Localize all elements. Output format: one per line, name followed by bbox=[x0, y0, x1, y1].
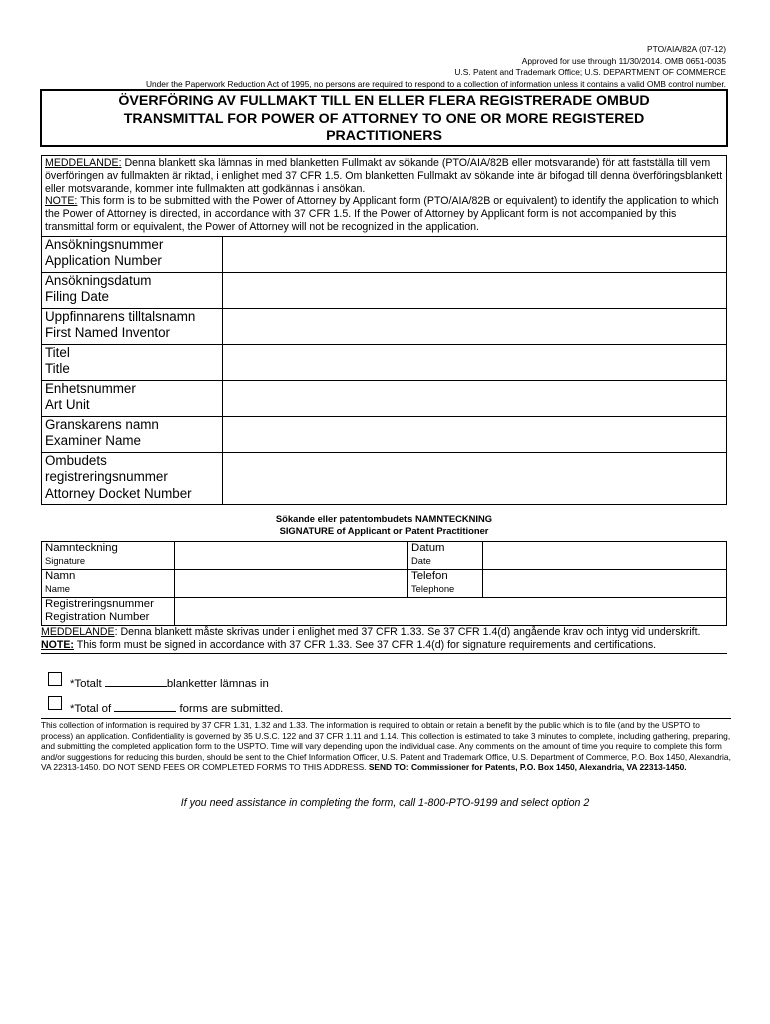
notice-sv-text: Denna blankett ska lämnas in med blanketten Fullmakt av sökande (PTO/AIA/82B eller motsvarande) för att fastställa till vem överföringen av fullmakten är riktad, i enlighet med 37 CFR 1.5. Om blanketten Fullmakt av sökande inte är bifogad till denna överföringsblankett eller motsvarande, kommer inte fullmakten att godkännas i ansökan. bbox=[45, 157, 723, 195]
row-art-unit bbox=[42, 381, 727, 417]
signature-notice bbox=[41, 626, 727, 654]
telephone-field[interactable] bbox=[483, 570, 727, 598]
examiner-name-field[interactable] bbox=[223, 417, 727, 453]
registration-number-field[interactable] bbox=[175, 598, 408, 626]
art-unit-field[interactable] bbox=[223, 381, 727, 417]
label-application-number: Ansökningsnummer Application Number bbox=[42, 237, 223, 273]
label-registration-number: Registreringsnummer Registration Number bbox=[42, 598, 175, 626]
label-date: Datum Date bbox=[408, 542, 483, 570]
notice-en-label: NOTE: bbox=[45, 195, 78, 208]
total-forms-en-checkbox[interactable] bbox=[48, 696, 62, 710]
signature-field[interactable] bbox=[175, 542, 408, 570]
date-field[interactable] bbox=[483, 542, 727, 570]
application-number-field[interactable] bbox=[223, 237, 727, 273]
notice-en-text: This form is to be submitted with the Power of Attorney by Applicant form (PTO/AIA/82B or equivalent) to identify the application to which the Power of Attorney is directed, in accordance with 37 CFR 1.5. If the Power of Attorney by Applicant form is not accompanied by this transmittal form or equivalent, the Power of Attorney will not be recognized in the application. bbox=[45, 195, 719, 233]
application-info-table bbox=[41, 236, 727, 505]
title-english-line1: TRANSMITTAL FOR POWER OF ATTORNEY TO ONE OR MORE REGISTERED bbox=[123, 110, 645, 127]
title-field[interactable] bbox=[223, 345, 727, 381]
title-swedish: ÖVERFÖRING AV FULLMAKT TILL EN ELLER FLERA REGISTRERADE OMBUD bbox=[118, 93, 650, 109]
burden-statement bbox=[41, 718, 731, 773]
attorney-docket-number-field[interactable] bbox=[223, 453, 727, 505]
paperwork-notice: Under the Paperwork Reduction Act of 1995, no persons are required to respond to a collection of information unless it contains a valid OMB control number. bbox=[145, 79, 726, 89]
form-title bbox=[40, 89, 728, 147]
form-number: PTO/AIA/82A (07-12) bbox=[647, 44, 726, 54]
burden-text: This collection of information is required by 37 CFR 1.31, 1.32 and 1.33. The information is required to obtain or retain a benefit by the public which is to file (and by the USPTO to process) an application. Confidentiality is governed by 35 U.S.C. 122 and 37 CFR 1.11 and 1.14. This collection is estimated to take 3 minutes to complete, including gathering, preparing, and submitting the completed application form to the USPTO. Time will vary depending upon the individual case. Any comments on the amount of time you require to complete this form and/or suggestions for reducing this burden, should be sent to the Chief Information Officer, U.S. Patent and Trademark Office, U.S. Department of Commerce, P.O. Box 1450, Alexandria, VA 22313-1450. DO NOT SEND FEES OR COMPLETED FORMS TO THIS ADDRESS. bbox=[41, 720, 731, 773]
signature-heading-sv: Sökande eller patentombudets NAMNTECKNING bbox=[275, 513, 493, 524]
footnote-sv-label: MEDDELANDE bbox=[41, 626, 115, 638]
row-first-named-inventor bbox=[42, 309, 727, 345]
first-named-inventor-field[interactable] bbox=[223, 309, 727, 345]
omb-approval: Approved for use through 11/30/2014. OMB 0651-0035 bbox=[521, 56, 726, 66]
label-name: Namn Name bbox=[42, 570, 175, 598]
total-forms-en-input[interactable] bbox=[114, 701, 176, 712]
label-attorney-docket-number: Ombudets registreringsnummer Attorney Docket Number bbox=[42, 453, 223, 505]
row-name bbox=[42, 570, 727, 598]
row-attorney-docket-number bbox=[42, 453, 727, 505]
label-art-unit: Enhetsnummer Art Unit bbox=[42, 381, 223, 417]
agency-line: U.S. Patent and Trademark Office; U.S. DEPARTMENT OF COMMERCE bbox=[454, 67, 726, 77]
signature-table bbox=[41, 541, 727, 626]
total-forms-en-line: *Total of forms are submitted. bbox=[70, 703, 284, 715]
row-registration-number bbox=[42, 598, 727, 626]
label-filing-date: Ansökningsdatum Filing Date bbox=[42, 273, 223, 309]
label-title: Titel Title bbox=[42, 345, 223, 381]
row-examiner-name bbox=[42, 417, 727, 453]
footnote-en-text: This form must be signed in accordance with 37 CFR 1.33. See 37 CFR 1.4(d) for signature requirements and certifications. bbox=[73, 639, 657, 651]
footnote-sv-text: : Denna blankett måste skrivas under i enlighet med 37 CFR 1.33. Se 37 CFR 1.4(d) angående krav och intyg vid underskrift. bbox=[114, 626, 701, 638]
name-field[interactable] bbox=[175, 570, 408, 598]
label-telephone: Telefon Telephone bbox=[408, 570, 483, 598]
label-first-named-inventor: Uppfinnarens tilltalsnamn First Named Inventor bbox=[42, 309, 223, 345]
notice-sv-label: MEDDELANDE: bbox=[45, 157, 122, 169]
total-forms-sv-checkbox[interactable] bbox=[48, 672, 62, 686]
signature-heading bbox=[41, 513, 727, 537]
row-application-number bbox=[42, 237, 727, 273]
row-signature bbox=[42, 542, 727, 570]
instructions-notice bbox=[41, 155, 727, 237]
label-examiner-name: Granskarens namn Examiner Name bbox=[42, 417, 223, 453]
filing-date-field[interactable] bbox=[223, 273, 727, 309]
row-title bbox=[42, 345, 727, 381]
total-forms-sv-line: *Totalt blanketter lämnas in bbox=[70, 678, 269, 690]
footnote-en-label: NOTE: bbox=[41, 639, 74, 651]
total-forms-sv-input[interactable] bbox=[105, 676, 167, 687]
row-filing-date bbox=[42, 273, 727, 309]
registration-blank bbox=[408, 598, 727, 626]
signature-heading-en: SIGNATURE of Applicant or Patent Practitioner bbox=[279, 525, 489, 536]
assistance-line: If you need assistance in completing the form, call 1-800-PTO-9199 and select option 2 bbox=[180, 797, 590, 809]
label-signature: Namnteckning Signature bbox=[42, 542, 175, 570]
title-english-line2: PRACTITIONERS bbox=[326, 128, 442, 145]
send-to-address: SEND TO: Commissioner for Patents, P.O. Box 1450, Alexandria, VA 22313-1450. bbox=[368, 762, 687, 773]
